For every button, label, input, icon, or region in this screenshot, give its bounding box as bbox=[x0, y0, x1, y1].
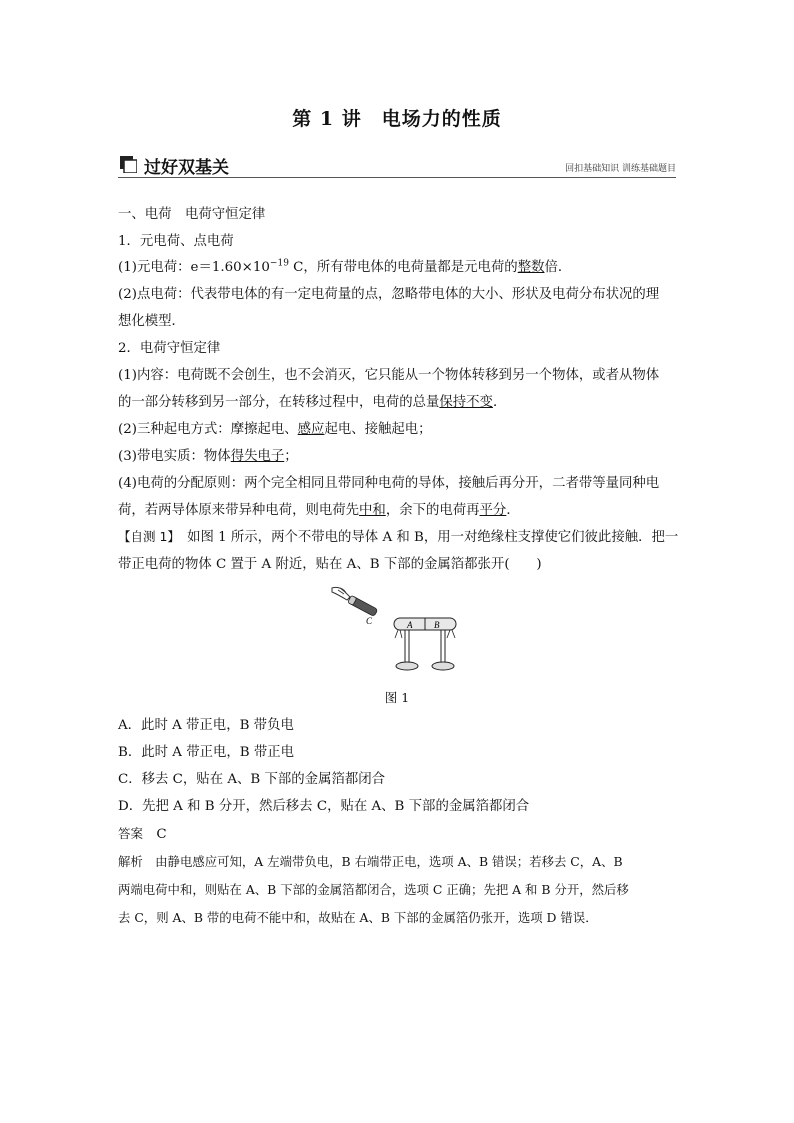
figure-conductors-diagram bbox=[328, 584, 463, 676]
elementary-charge-line: (1)元电荷：$e=1.60\times 10^{-19}$ C，所有带电体的电荷量都是元电荷的整数倍． bbox=[118, 258, 572, 275]
figure-caption: 图 1 bbox=[384, 690, 410, 705]
banner-label: 过好双基关 bbox=[144, 158, 229, 178]
answer-label: 答案 bbox=[118, 826, 144, 841]
analysis-line-1: 解析 由静电感应可知，A 左端带负电，B 右端带正电，选项 A、B 错误；若移去 C，A、B bbox=[118, 854, 623, 869]
option-c: C．移去 C，贴在 A、B 下部的金属箔都闭合 bbox=[118, 772, 386, 787]
analysis-label: 解析 bbox=[118, 854, 143, 869]
banner-subtitle: 回扣基础知识 训练基础题目 bbox=[565, 164, 676, 174]
distribution-line-1: (4)电荷的分配原则：两个完全相同且带同种电荷的导体，接触后再分开，二者带等量同种电 bbox=[118, 476, 660, 491]
foil-a bbox=[395, 630, 402, 638]
self-test-line-2: 带正电荷的物体 C 置于 A 附近，贴在 A、B 下部的金属箔都张开( ) bbox=[118, 557, 542, 572]
answer-line bbox=[118, 823, 678, 842]
square-bullet-icon bbox=[120, 156, 137, 173]
point-charge-line-1: (2)点电荷：代表带电体的有一定电荷量的点，忽略带电体的大小、形状及电荷分布状况的理 bbox=[118, 287, 660, 302]
stand-a bbox=[405, 630, 409, 663]
conservation-line-1: (1)内容：电荷既不会创生，也不会消灭，它只能从一个物体转移到另一个物体，或者从物体 bbox=[118, 368, 660, 383]
lecture-title: 第 1 讲 电场力的性质 bbox=[292, 108, 502, 130]
sub-heading-2: 2．电荷守恒定律 bbox=[118, 341, 221, 356]
distribution-line-2: 荷，若两导体原来带异种电荷，则电荷先中和，余下的电荷再平分． bbox=[118, 503, 520, 518]
charging-essence-line: (3)带电实质：物体得失电子； bbox=[118, 449, 298, 464]
option-b: B．此时 A 带正电，B 带正电 bbox=[118, 745, 295, 760]
section-banner bbox=[118, 153, 676, 178]
section-heading: 一、电荷 电荷守恒定律 bbox=[118, 207, 266, 222]
option-a: A．此时 A 带正电，B 带负电 bbox=[118, 718, 294, 733]
label-b: B bbox=[434, 620, 440, 630]
label-c: C bbox=[366, 616, 373, 626]
analysis-line-2: 两端电荷中和，则贴在 A、B 下部的金属箔都闭合，选项 C 正确；先把 A 和 B 分开，然后移 bbox=[118, 882, 629, 897]
charging-methods-line: (2)三种起电方式：摩擦起电、感应起电、接触起电； bbox=[118, 422, 432, 437]
self-test-line-1: 【自测 1】 如图 1 所示，两个不带电的导体 A 和 B，用一对绝缘柱支撑使它们彼此接触．把一 bbox=[118, 529, 679, 545]
sub-heading-1: 1．元电荷、点电荷 bbox=[118, 234, 234, 249]
self-test-tag: 【自测 1】 bbox=[118, 529, 174, 544]
label-a: A bbox=[407, 620, 413, 630]
stand-b bbox=[441, 630, 445, 663]
conservation-line-2: 的一部分转移到另一部分，在转移过程中，电荷的总量保持不变． bbox=[118, 395, 507, 410]
analysis-line-3: 去 C，则 A、B 带的电荷不能中和，故贴在 A、B 下部的金属箔仍张开，选项 D 错误． bbox=[118, 910, 598, 925]
point-charge-line-2: 想化模型． bbox=[118, 314, 185, 329]
charged-rod-c bbox=[348, 595, 378, 616]
foil-b bbox=[447, 630, 455, 638]
answer-value: C bbox=[156, 827, 167, 842]
option-d: D．先把 A 和 B 分开，然后移去 C，贴在 A、B 下部的金属箔都闭合 bbox=[118, 799, 530, 814]
